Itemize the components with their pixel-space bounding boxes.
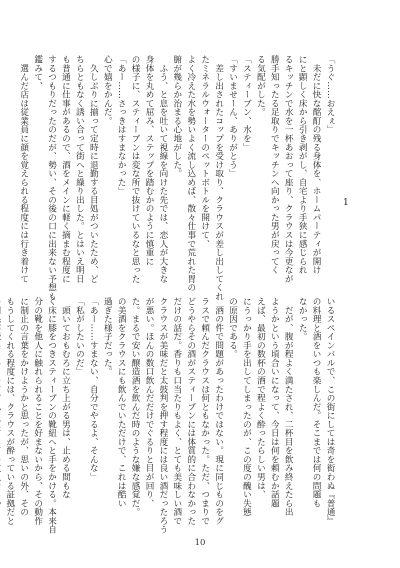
body-text-upper: 「うぐ……おえぇ」 未だに快な酩酊の残る身体を、ホームパーティが開け にと顕しく床から引き剥がし、自宅より手狭に感じられ るキッチンで水を一杯あおって座り、クラウスは今更なが 勝手知ったる足取りでキッチンへ向かった男が戻ってく る気配がした。 「スティーブン、水を」 「すいませーん、ありがとう」 差し出されたコップを受け取り、クラウスが差し出してくれ たミネラルウォーターのペットボトルを開けて、 よく冷えた水を勢いよく流し込めば、散々仕事で荒れた胃の 腑が幾らか治まる心地がした。 ふう、と息を吐いて視線を向けた先では、恋人が大きな 身体を丸めて屈み、ステップを踏むかのように慎重に の様子に、スティーブンは変な所で抜けているなと思った 「あー……さっきはすまなかった」 心で嬉をかんだ。 久しぶりに揃って定時に退勤する目処がついたため、ど ちらともなく誘い合って街へと繰り出した。とはいえ明日 も普通に仕事があるので、酒をメインに軽く摘まむ程度に するつもりだったのだが、勢い、その後の口に出来ない予想も 鑑みて、 選んだ店は従業員に顔を覚えられる程度には行き着けて (18, 55, 335, 301)
page-number: 10 (194, 538, 206, 548)
body-text-lower: いるスペインバルで、この街にしては奇を衒わぬ『普通』 の料理と酒をいつも楽しんだ。そこまでは何の問題も なかった。 だが、腹が程よく満たされ、二杯目を飲み終えたら出 ようかという頃合いになって、今日は何を頼むか話題 えば、最初の数杯の酒で程よく酔ったらしい男は、 にうっかり手を出してしまったのが、この度の醜い失態 の原因である。 酒の件で問題があったわけではない。現に同じものをグ ラスで頼んだクラウスは何ともなかった。ただ、つまりで どうやらその酒がスティーブンには体質的に合わなかった だけの話だ。香りも口当たりもよく、とても美味しい酒で クラウスが美味だと太鼓判を押す程度には良い酒だったろう が悪い。ほんの数口飲んだだけでぐるりと目が回り、 た。まるで安い醸造酒を飲んだ時のような嫌な感覚だ。 の美酒をクラウスにも飲んでいただけで、これは酷い 過ぎた様子だった。 「あー……すまない、自分でやるよ、そんな」 「私がしたいのだ」 頭いておもむろに立ち上がる男は、止める間もな く床に膝をつきスティーブンの靴紐へと手をかける。本来自 分の靴を他人に触れられることを好まないから、その動作 に制止の言葉をかけようかと思ったが、思いの外、その もうしてくれる程度には、クラウスが酔っている証拠だと (4, 297, 335, 534)
section-number: 1 (343, 198, 349, 208)
